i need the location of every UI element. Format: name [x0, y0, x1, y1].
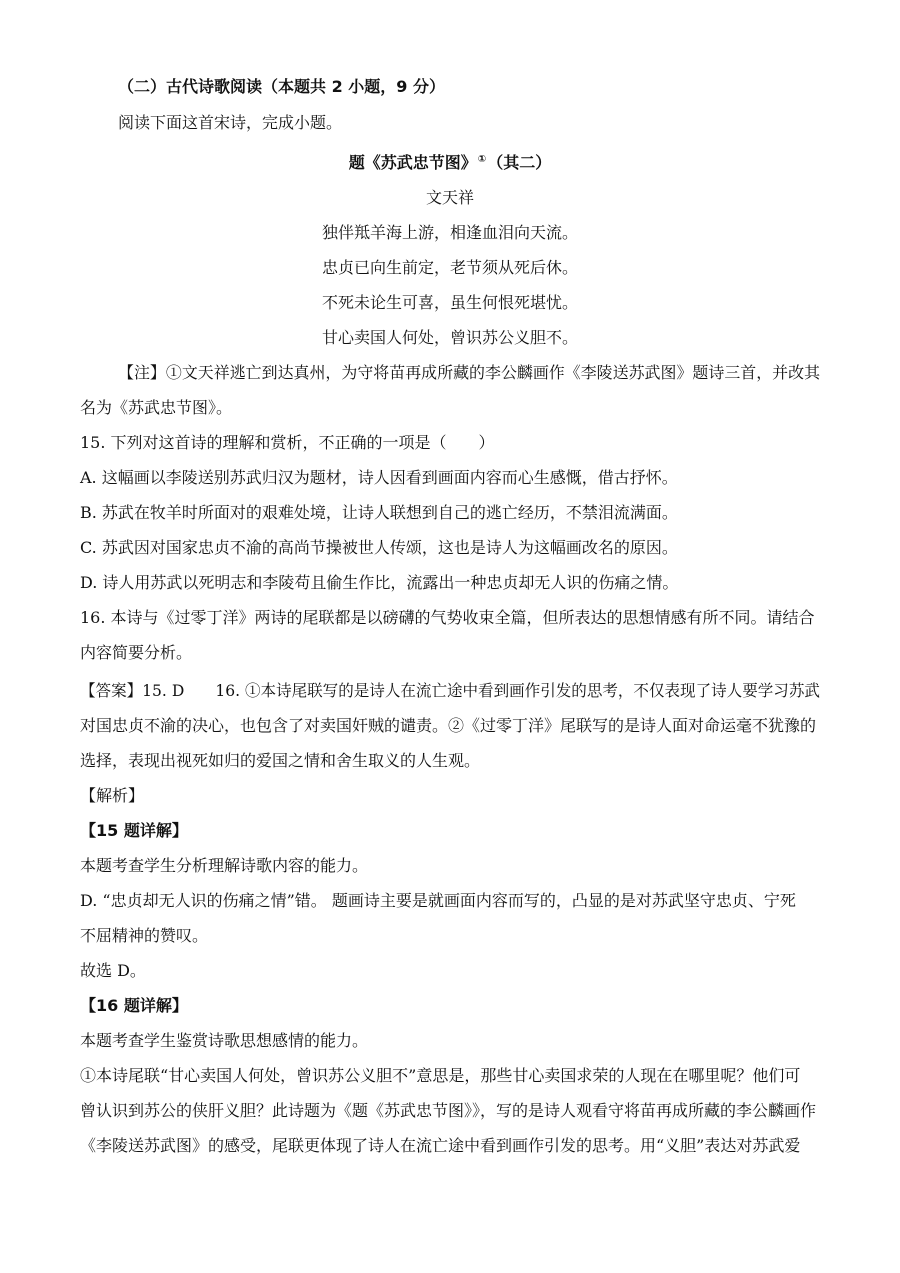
note-text-1: ①文天祥逃亡到达真州，为守将苗再成所藏的李公麟画作《李陵送苏武图》题诗三首，并改其	[165, 363, 821, 382]
poem-line-3: 不死未论生可喜，虽生何恨死堪忧。	[321, 293, 578, 312]
analysis-label: 【解析】	[80, 786, 145, 805]
poem-title-suffix: （其二）	[487, 153, 552, 172]
poem-line-2: 忠贞已向生前定，老节须从死后休。	[321, 258, 578, 277]
poem-line-4: 甘心卖国人何处，曾识苏公义胆不。	[321, 328, 578, 347]
d15-line-2: 不屈精神的赞叹。	[80, 926, 209, 945]
answer-line-3: 选择，表现出视死如归的爱国之情和舍生取义的人生观。	[80, 751, 481, 770]
section-title: （二）古代诗歌阅读（本题共 2 小题，9 分）	[118, 77, 445, 96]
d16-line-3: 《李陵送苏武图》的感受，尾联更体现了诗人在流亡途中看到画作引发的思考。用“义胆”表达对苏武爱	[80, 1136, 801, 1155]
answer-text-1: 15. D 16. ①本诗尾联写的是诗人在流亡途中看到画作引发的思考，不仅表现了诗人要学习苏武	[142, 681, 820, 700]
d15-conclusion: 故选 D。	[80, 961, 146, 980]
poem-author: 文天祥	[425, 188, 474, 207]
q15-option-c: C. 苏武因对国家忠贞不渝的高尚节操被世人传颂，这也是诗人为这幅画改名的原因。	[80, 538, 678, 557]
poem-line-1: 独伴羝羊海上游，相逢血泪向天流。	[321, 223, 578, 242]
poem-title-text: 题《苏武忠节图》	[348, 153, 477, 172]
q16-line-1: 16. 本诗与《过零丁洋》两诗的尾联都是以磅礴的气势收束全篇，但所表达的思想情感有所不同。请结合	[80, 608, 815, 627]
answer-line-2: 对国忠贞不渝的决心，也包含了对卖国奸贼的谴责。②《过零丁洋》尾联写的是诗人面对命运毫不犹豫的	[80, 716, 817, 735]
q15-stem: 15. 下列对这首诗的理解和赏析，不正确的一项是（ ）	[80, 433, 495, 452]
d16-line-1: ①本诗尾联“甘心卖国人何处，曾识苏公义胆不”意思是，那些甘心卖国求荣的人现在在哪里呢？他们可	[80, 1066, 801, 1085]
note-line-2: 名为《苏武忠节图》。	[80, 398, 233, 417]
d15-line-1: D. “忠贞却无人识的伤痛之情”错。 题画诗主要是就画面内容而写的，凸显的是对苏武坚守忠贞、宁死	[80, 891, 796, 910]
answer-line-1	[80, 681, 820, 701]
note-line-1	[118, 363, 820, 383]
d15-label: 【15 题详解】	[80, 821, 188, 840]
q15-option-b: B. 苏武在牧羊时所面对的艰难处境，让诗人联想到自己的逃亡经历，不禁泪流满面。	[80, 503, 678, 522]
instruction-text: 阅读下面这首宋诗，完成小题。	[118, 113, 343, 132]
d16-intro: 本题考查学生鉴赏诗歌思想感情的能力。	[80, 1031, 369, 1050]
q15-option-a: A. 这幅画以李陵送别苏武归汉为题材，诗人因看到画面内容而心生感慨，借古抒怀。	[80, 468, 678, 487]
d16-label: 【16 题详解】	[80, 996, 188, 1015]
note-label: 【注】	[118, 363, 166, 382]
poem-note-marker: ①	[477, 154, 487, 165]
poem-title	[0, 150, 900, 173]
q15-option-d: D. 诗人用苏武以死明志和李陵苟且偷生作比，流露出一种忠贞却无人识的伤痛之情。	[80, 573, 679, 592]
d15-intro: 本题考查学生分析理解诗歌内容的能力。	[80, 856, 369, 875]
d16-line-2: 曾认识到苏公的侠肝义胆？此诗题为《题《苏武忠节图》》，写的是诗人观看守将苗再成所藏的李公麟画作	[80, 1101, 817, 1120]
answer-label: 【答案】	[80, 681, 143, 700]
q16-line-2: 内容简要分析。	[80, 643, 193, 662]
